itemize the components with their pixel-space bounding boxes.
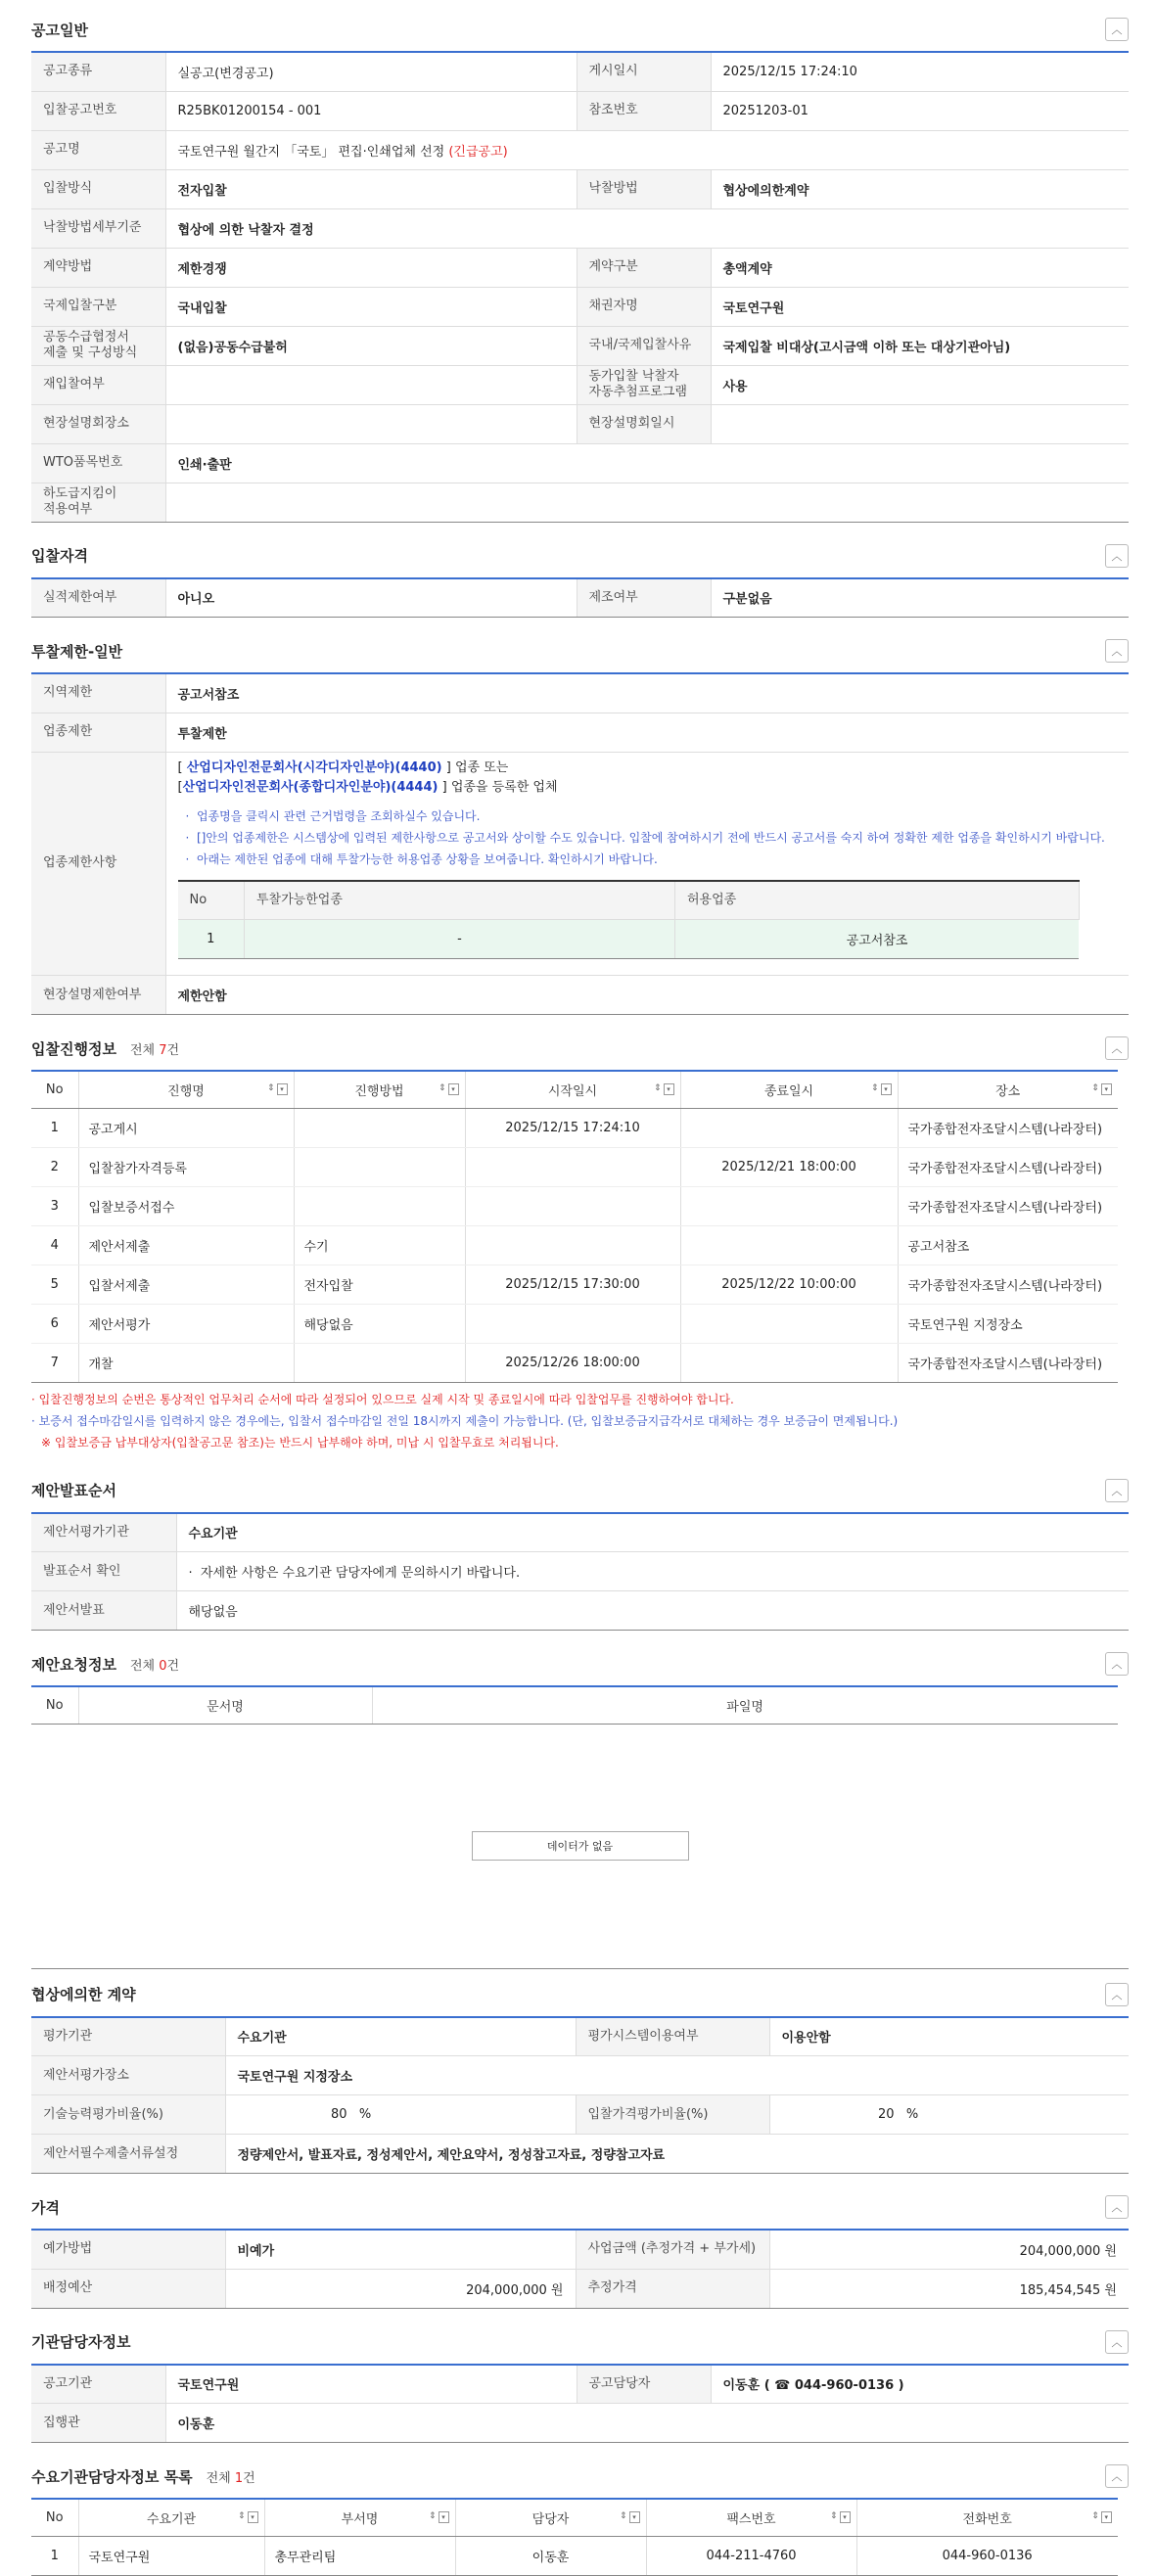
section-header-qualification — [31, 534, 1129, 577]
table-row — [178, 920, 1080, 959]
table-cell: 6 — [31, 1304, 78, 1343]
column-header[interactable]: 팩스번호 ⇕ ▾ — [646, 2499, 856, 2536]
info-note: · 보증서 접수마감일시를 입력하지 않은 경우에는, 입찰서 접수마감일 전일 18시까지 제출이 가능합니다. (단, 입찰보증금지급각서로 대체하는 경우 보증금이 면제됩니다.) — [31, 1413, 899, 1428]
column-header[interactable]: 담당자 ⇕ ▾ — [455, 2499, 646, 2536]
section-title: 투찰제한-일반 — [31, 642, 123, 661]
table-cell — [294, 1343, 465, 1382]
field-value: 아니오 — [165, 578, 577, 618]
field-label: 배정예산 — [31, 2269, 225, 2308]
column-header: 파일명 — [372, 1686, 1118, 1724]
column-header: 문서명 — [78, 1686, 372, 1724]
field-label: 제안서발표 — [31, 1591, 176, 1631]
field-label: 하도급지킴이 적용여부 — [31, 483, 165, 522]
chevron-up-icon: ︿ — [1111, 1484, 1123, 1497]
table-cell: 2025/12/15 17:24:10 — [465, 1108, 680, 1147]
field-label: 현장설명회장소 — [31, 404, 165, 443]
field-label: 현장설명제한여부 — [31, 976, 165, 1015]
collapse-button[interactable] — [1105, 2195, 1129, 2219]
table-row[interactable] — [31, 2536, 1118, 2575]
warning-note: ※ 입찰보증금 납부대상자(입찰공고문 참조)는 반드시 납부해야 하며, 미납 시 입찰무효로 처리됩니다. — [41, 1435, 559, 1449]
column-header: No — [178, 881, 245, 920]
collapse-button[interactable] — [1105, 18, 1129, 41]
field-value: 204,000,000 원 — [769, 2230, 1129, 2269]
agency-contact-table — [31, 2364, 1129, 2444]
field-label: 집행관 — [31, 2404, 165, 2443]
notice-name-text: 국토연구원 월간지 「국토」 편집·인쇄업체 선정 — [177, 144, 445, 160]
sort-icon: ⇕ ▾ — [830, 2511, 851, 2523]
urgent-tag: (긴급공고) — [448, 144, 508, 160]
industry-suffix: 업종 또는 — [454, 759, 509, 775]
field-label: 사업금액 (추정가격 + 부가세) — [576, 2230, 769, 2269]
field-value: 제한경쟁 — [165, 248, 577, 287]
section-title: 입찰자격 — [31, 547, 88, 565]
field-value: 사용 — [711, 365, 1129, 404]
table-cell — [680, 1108, 898, 1147]
field-value: 20 % — [769, 2095, 1129, 2135]
field-label: 참조번호 — [577, 91, 711, 130]
proposal-request-table — [31, 1685, 1118, 1725]
field-value: 실공고(변경공고) — [165, 52, 577, 91]
sort-icon: ⇕ ▾ — [654, 1083, 674, 1095]
field-value: R25BK01200154 - 001 — [165, 91, 577, 130]
table-cell: 총무관리팀 — [264, 2536, 455, 2575]
field-value: 총액계약 — [711, 248, 1129, 287]
industry-line: [ 산업디자인전문회사(시각디자인분야)(4440) ] 업종 또는 — [177, 759, 509, 775]
field-value: 2025/12/15 17:24:10 — [711, 52, 1129, 91]
industry-restriction-cell — [165, 752, 1129, 976]
section-header-bid-restriction — [31, 629, 1129, 672]
table-cell: 제안서평가 — [78, 1304, 294, 1343]
chevron-up-icon: ︿ — [1111, 2335, 1123, 2349]
collapse-button[interactable] — [1105, 2330, 1129, 2354]
field-value: 인쇄·출판 — [165, 443, 1129, 483]
field-label: 동가입찰 낙찰자 자동추첨프로그램 — [577, 365, 711, 404]
table-cell: 1 — [31, 2536, 78, 2575]
field-value: 수요기관 — [176, 1513, 1129, 1552]
field-label: 공고담당자 — [577, 2365, 711, 2404]
notice-name — [165, 130, 1129, 169]
chevron-up-icon: ︿ — [1111, 2201, 1123, 2214]
sort-icon: ⇕ ▾ — [1091, 1083, 1112, 1095]
presentation-table — [31, 1512, 1129, 1632]
field-label: 국제입찰구분 — [31, 287, 165, 326]
column-header[interactable]: 진행명 ⇕ ▾ — [78, 1071, 294, 1108]
bid-restriction-table — [31, 672, 1129, 1015]
table-cell — [465, 1225, 680, 1265]
chevron-up-icon: ︿ — [1111, 645, 1123, 658]
column-header: No — [31, 2499, 78, 2536]
section-header-general — [31, 8, 1129, 51]
column-header[interactable]: 수요기관 ⇕ ▾ — [78, 2499, 264, 2536]
field-label: 입찰방식 — [31, 169, 165, 208]
table-cell: 입찰보증서접수 — [78, 1186, 294, 1225]
table-cell: - — [245, 920, 675, 959]
section-title: 입찰진행정보 전체 7건 — [31, 1039, 180, 1058]
table-cell: 공고서참조 — [898, 1225, 1118, 1265]
section-header-presentation — [31, 1469, 1129, 1512]
field-label: 게시일시 — [577, 52, 711, 91]
section-header-progress — [31, 1027, 1129, 1070]
column-header[interactable]: 진행방법 ⇕ ▾ — [294, 1071, 465, 1108]
total-count: 전체 1건 — [206, 2470, 255, 2486]
field-value — [165, 365, 577, 404]
field-value: 국제입찰 비대상(고시금액 이하 또는 대상기관아님) — [711, 326, 1129, 365]
field-label: 계약방법 — [31, 248, 165, 287]
field-label: 입찰공고번호 — [31, 91, 165, 130]
table-cell: 국가종합전자조달시스템(나라장터) — [898, 1147, 1118, 1186]
field-value: 수요기관 — [225, 2017, 576, 2056]
chevron-up-icon: ︿ — [1111, 1988, 1123, 2001]
progress-table — [31, 1070, 1118, 1383]
table-cell — [465, 1304, 680, 1343]
field-label: 지역제한 — [31, 673, 165, 713]
table-row[interactable] — [31, 1304, 1118, 1343]
table-cell: 국가종합전자조달시스템(나라장터) — [898, 1343, 1118, 1382]
section-title: 제안요청정보 전체 0건 — [31, 1655, 180, 1674]
table-cell — [465, 1186, 680, 1225]
field-label: 계약구분 — [577, 248, 711, 287]
field-value: 204,000,000 원 — [225, 2269, 576, 2308]
field-value: 국토연구원 — [711, 287, 1129, 326]
table-cell: 2025/12/21 18:00:00 — [680, 1147, 898, 1186]
table-cell: 1 — [178, 920, 245, 959]
field-label: 현장설명회일시 — [577, 404, 711, 443]
table-cell: 공고게시 — [78, 1108, 294, 1147]
table-cell: 전자입찰 — [294, 1265, 465, 1304]
field-label: 국내/국제입찰사유 — [577, 326, 711, 365]
field-label: 추정가격 — [576, 2269, 769, 2308]
column-header[interactable]: 종료일시 ⇕ ▾ — [680, 1071, 898, 1108]
field-value: 공고서참조 — [165, 673, 1129, 713]
field-label: 업종제한 — [31, 713, 165, 752]
collapse-button[interactable] — [1105, 1983, 1129, 2006]
column-header: 허용업종 — [675, 881, 1080, 920]
field-label: 제조여부 — [577, 578, 711, 618]
column-header: No — [31, 1686, 78, 1724]
collapse-button[interactable] — [1105, 1036, 1129, 1060]
field-value: 전자입찰 — [165, 169, 577, 208]
field-label: 제안서필수제출서류설정 — [31, 2135, 225, 2174]
chevron-up-icon: ︿ — [1111, 549, 1123, 563]
field-value: 비예가 — [225, 2230, 576, 2269]
table-row[interactable] — [31, 1108, 1118, 1147]
field-label: 평가기관 — [31, 2017, 225, 2056]
field-value: 제한안함 — [165, 976, 1129, 1015]
sort-icon: ⇕ ▾ — [267, 1083, 288, 1095]
table-cell — [680, 1304, 898, 1343]
table-cell — [680, 1343, 898, 1382]
field-value: 이동훈 — [165, 2404, 1129, 2443]
section-header-demand-contact — [31, 2455, 1129, 2498]
section-header-agency-contact — [31, 2321, 1129, 2364]
price-table — [31, 2229, 1129, 2309]
chevron-up-icon: ︿ — [1111, 2470, 1123, 2483]
table-row[interactable] — [31, 1186, 1118, 1225]
collapse-button[interactable] — [1105, 1652, 1129, 1676]
field-value: 해당없음 — [176, 1591, 1129, 1631]
chevron-up-icon: ︿ — [1111, 1658, 1123, 1671]
section-title: 협상에의한 계약 — [31, 1986, 136, 2003]
progress-notes — [31, 1383, 1129, 1461]
field-value — [165, 404, 577, 443]
table-cell: 1 — [31, 1108, 78, 1147]
field-value: 20251203-01 — [711, 91, 1129, 130]
column-header[interactable]: 전화번호 ⇕ ▾ — [856, 2499, 1118, 2536]
table-cell: 3 — [31, 1186, 78, 1225]
industry-link[interactable]: 산업디자인전문회사(종합디자인분야)(4444) — [182, 779, 439, 795]
table-cell: 5 — [31, 1265, 78, 1304]
field-value: 국내입찰 — [165, 287, 577, 326]
field-label: 공고명 — [31, 130, 165, 169]
field-label: 재입찰여부 — [31, 365, 165, 404]
column-header[interactable]: 부서명 ⇕ ▾ — [264, 2499, 455, 2536]
field-label: 예가방법 — [31, 2230, 225, 2269]
field-label: 발표순서 확인 — [31, 1552, 176, 1591]
table-cell: 입찰서제출 — [78, 1265, 294, 1304]
sort-icon: ⇕ ▾ — [238, 2511, 258, 2523]
sort-icon: ⇕ ▾ — [871, 1083, 892, 1095]
collapse-button[interactable] — [1105, 2464, 1129, 2488]
field-value: (없음)공동수급불허 — [165, 326, 577, 365]
field-label: 평가시스템이용여부 — [576, 2017, 769, 2056]
info-note: · 아래는 제한된 업종에 대해 투찰가능한 허용업종 상황을 보여줍니다. 확인하시기 바랍니다. — [185, 851, 658, 866]
column-header[interactable]: 시작일시 ⇕ ▾ — [465, 1071, 680, 1108]
field-value: 투찰제한 — [165, 713, 1129, 752]
field-value: 이용안함 — [769, 2017, 1129, 2056]
field-value — [165, 483, 1129, 522]
section-title: 가격 — [31, 2198, 60, 2217]
sort-icon: ⇕ ▾ — [439, 1083, 459, 1095]
qualification-table — [31, 577, 1129, 619]
empty-state — [31, 1725, 1129, 1969]
collapse-button[interactable] — [1105, 544, 1129, 568]
table-cell: 공고서참조 — [675, 920, 1080, 959]
table-cell: 7 — [31, 1343, 78, 1382]
industry-link[interactable]: 산업디자인전문회사(시각디자인분야)(4440) — [186, 759, 442, 775]
table-row[interactable] — [31, 1265, 1118, 1304]
chevron-up-icon: ︿ — [1111, 1042, 1123, 1055]
field-value: 185,454,545 원 — [769, 2269, 1129, 2308]
table-cell: 국토연구원 지정장소 — [898, 1304, 1118, 1343]
table-cell — [680, 1225, 898, 1265]
industry-suffix: 업종을 등록한 업체 — [450, 779, 558, 795]
section-title: 수요기관담당자정보 목록 전체 1건 — [31, 2467, 255, 2486]
sort-icon: ⇕ ▾ — [429, 2511, 449, 2523]
empty-message: 데이터가 없음 — [472, 1831, 689, 1861]
total-count: 전체 0건 — [129, 1658, 180, 1674]
table-cell: 4 — [31, 1225, 78, 1265]
sort-icon: ⇕ ▾ — [1091, 2511, 1112, 2523]
column-header: 투찰가능한업종 — [245, 881, 675, 920]
table-cell: 개찰 — [78, 1343, 294, 1382]
field-label: 입찰가격평가비율(%) — [576, 2095, 769, 2135]
table-cell: 2025/12/26 18:00:00 — [465, 1343, 680, 1382]
table-cell: 국토연구원 — [78, 2536, 264, 2575]
field-label: 채권자명 — [577, 287, 711, 326]
table-cell: 2 — [31, 1147, 78, 1186]
table-cell — [680, 1186, 898, 1225]
table-cell: 2025/12/15 17:30:00 — [465, 1265, 680, 1304]
section-header-price — [31, 2185, 1129, 2229]
field-label: 제안서평가기관 — [31, 1513, 176, 1552]
table-cell: 국가종합전자조달시스템(나라장터) — [898, 1186, 1118, 1225]
table-cell: 수기 — [294, 1225, 465, 1265]
section-title: 기관담당자정보 — [31, 2333, 131, 2351]
table-cell: 입찰참가자격등록 — [78, 1147, 294, 1186]
table-cell — [465, 1147, 680, 1186]
section-header-proposal-request — [31, 1642, 1129, 1685]
table-cell: 제안서제출 — [78, 1225, 294, 1265]
field-label: 제안서평가장소 — [31, 2056, 225, 2095]
total-count: 전체 7건 — [129, 1042, 180, 1058]
warning-note: · 입찰진행정보의 순번은 통상적인 업무처리 순서에 따라 설정되어 있으므로 실제 시작 및 종료일시에 따라 입찰업무를 진행하여야 합니다. — [31, 1392, 734, 1406]
table-cell — [294, 1147, 465, 1186]
field-value: · 자세한 사항은 수요기관 담당자에게 문의하시기 바랍니다. — [176, 1552, 1129, 1591]
field-label: 낙찰방법세부기준 — [31, 208, 165, 248]
section-header-negotiation — [31, 1973, 1129, 2016]
field-value: 구분없음 — [711, 578, 1129, 618]
column-header: No — [31, 1071, 78, 1108]
column-header[interactable]: 장소 ⇕ ▾ — [898, 1071, 1118, 1108]
allowed-industry-table — [178, 880, 1080, 960]
negotiation-table — [31, 2016, 1129, 2175]
table-cell: 044-211-4760 — [646, 2536, 856, 2575]
table-cell — [294, 1108, 465, 1147]
table-row[interactable] — [31, 1225, 1118, 1265]
table-cell: 국가종합전자조달시스템(나라장터) — [898, 1108, 1118, 1147]
section-title: 제안발표순서 — [31, 1482, 116, 1499]
general-info-table — [31, 51, 1129, 523]
table-row[interactable] — [31, 1343, 1118, 1382]
table-cell: 해당없음 — [294, 1304, 465, 1343]
industry-line: [산업디자인전문회사(종합디자인분야)(4444) ] 업종을 등록한 업체 — [177, 779, 558, 795]
field-value: 국토연구원 — [165, 2365, 577, 2404]
section-title: 공고일반 — [31, 21, 88, 39]
field-label: 실적제한여부 — [31, 578, 165, 618]
field-label: 공고기관 — [31, 2365, 165, 2404]
field-value: 국토연구원 지정장소 — [225, 2056, 1129, 2095]
field-value: 정량제안서, 발표자료, 정성제안서, 제안요약서, 정성참고자료, 정량참고자료 — [225, 2135, 1129, 2174]
table-cell: 044-960-0136 — [856, 2536, 1118, 2575]
field-label: 업종제한사항 — [31, 752, 165, 976]
collapse-button[interactable] — [1105, 1479, 1129, 1502]
collapse-button[interactable] — [1105, 639, 1129, 663]
demand-contact-table — [31, 2498, 1118, 2576]
field-value: 협상에의한계약 — [711, 169, 1129, 208]
field-label: 공고종류 — [31, 52, 165, 91]
field-label: 낙찰방법 — [577, 169, 711, 208]
table-cell: 이동훈 — [455, 2536, 646, 2575]
field-value — [711, 404, 1129, 443]
field-value: 협상에 의한 낙찰자 결정 — [165, 208, 1129, 248]
field-value: 80 % — [225, 2095, 576, 2135]
field-label: WTO품목번호 — [31, 443, 165, 483]
field-label: 공동수급협정서 제출 및 구성방식 — [31, 326, 165, 365]
table-row[interactable] — [31, 1147, 1118, 1186]
field-value: 이동훈 ( ☎ 044-960-0136 ) — [711, 2365, 1129, 2404]
field-label: 기술능력평가비율(%) — [31, 2095, 225, 2135]
chevron-up-icon: ︿ — [1111, 23, 1123, 36]
info-note: · []안의 업종제한은 시스템상에 입력된 제한사항으로 공고서와 상이할 수도 있습니다. 입찰에 참여하시기 전에 반드시 공고서를 숙지 하여 정확한 제한 업종을 확인하시기 바랍니다. — [185, 830, 1105, 845]
table-cell: 2025/12/22 10:00:00 — [680, 1265, 898, 1304]
table-cell: 국가종합전자조달시스템(나라장터) — [898, 1265, 1118, 1304]
table-cell — [294, 1186, 465, 1225]
info-note: · 업종명을 클릭시 관련 근거법령을 조회하실수 있습니다. — [185, 808, 481, 823]
sort-icon: ⇕ ▾ — [620, 2511, 640, 2523]
